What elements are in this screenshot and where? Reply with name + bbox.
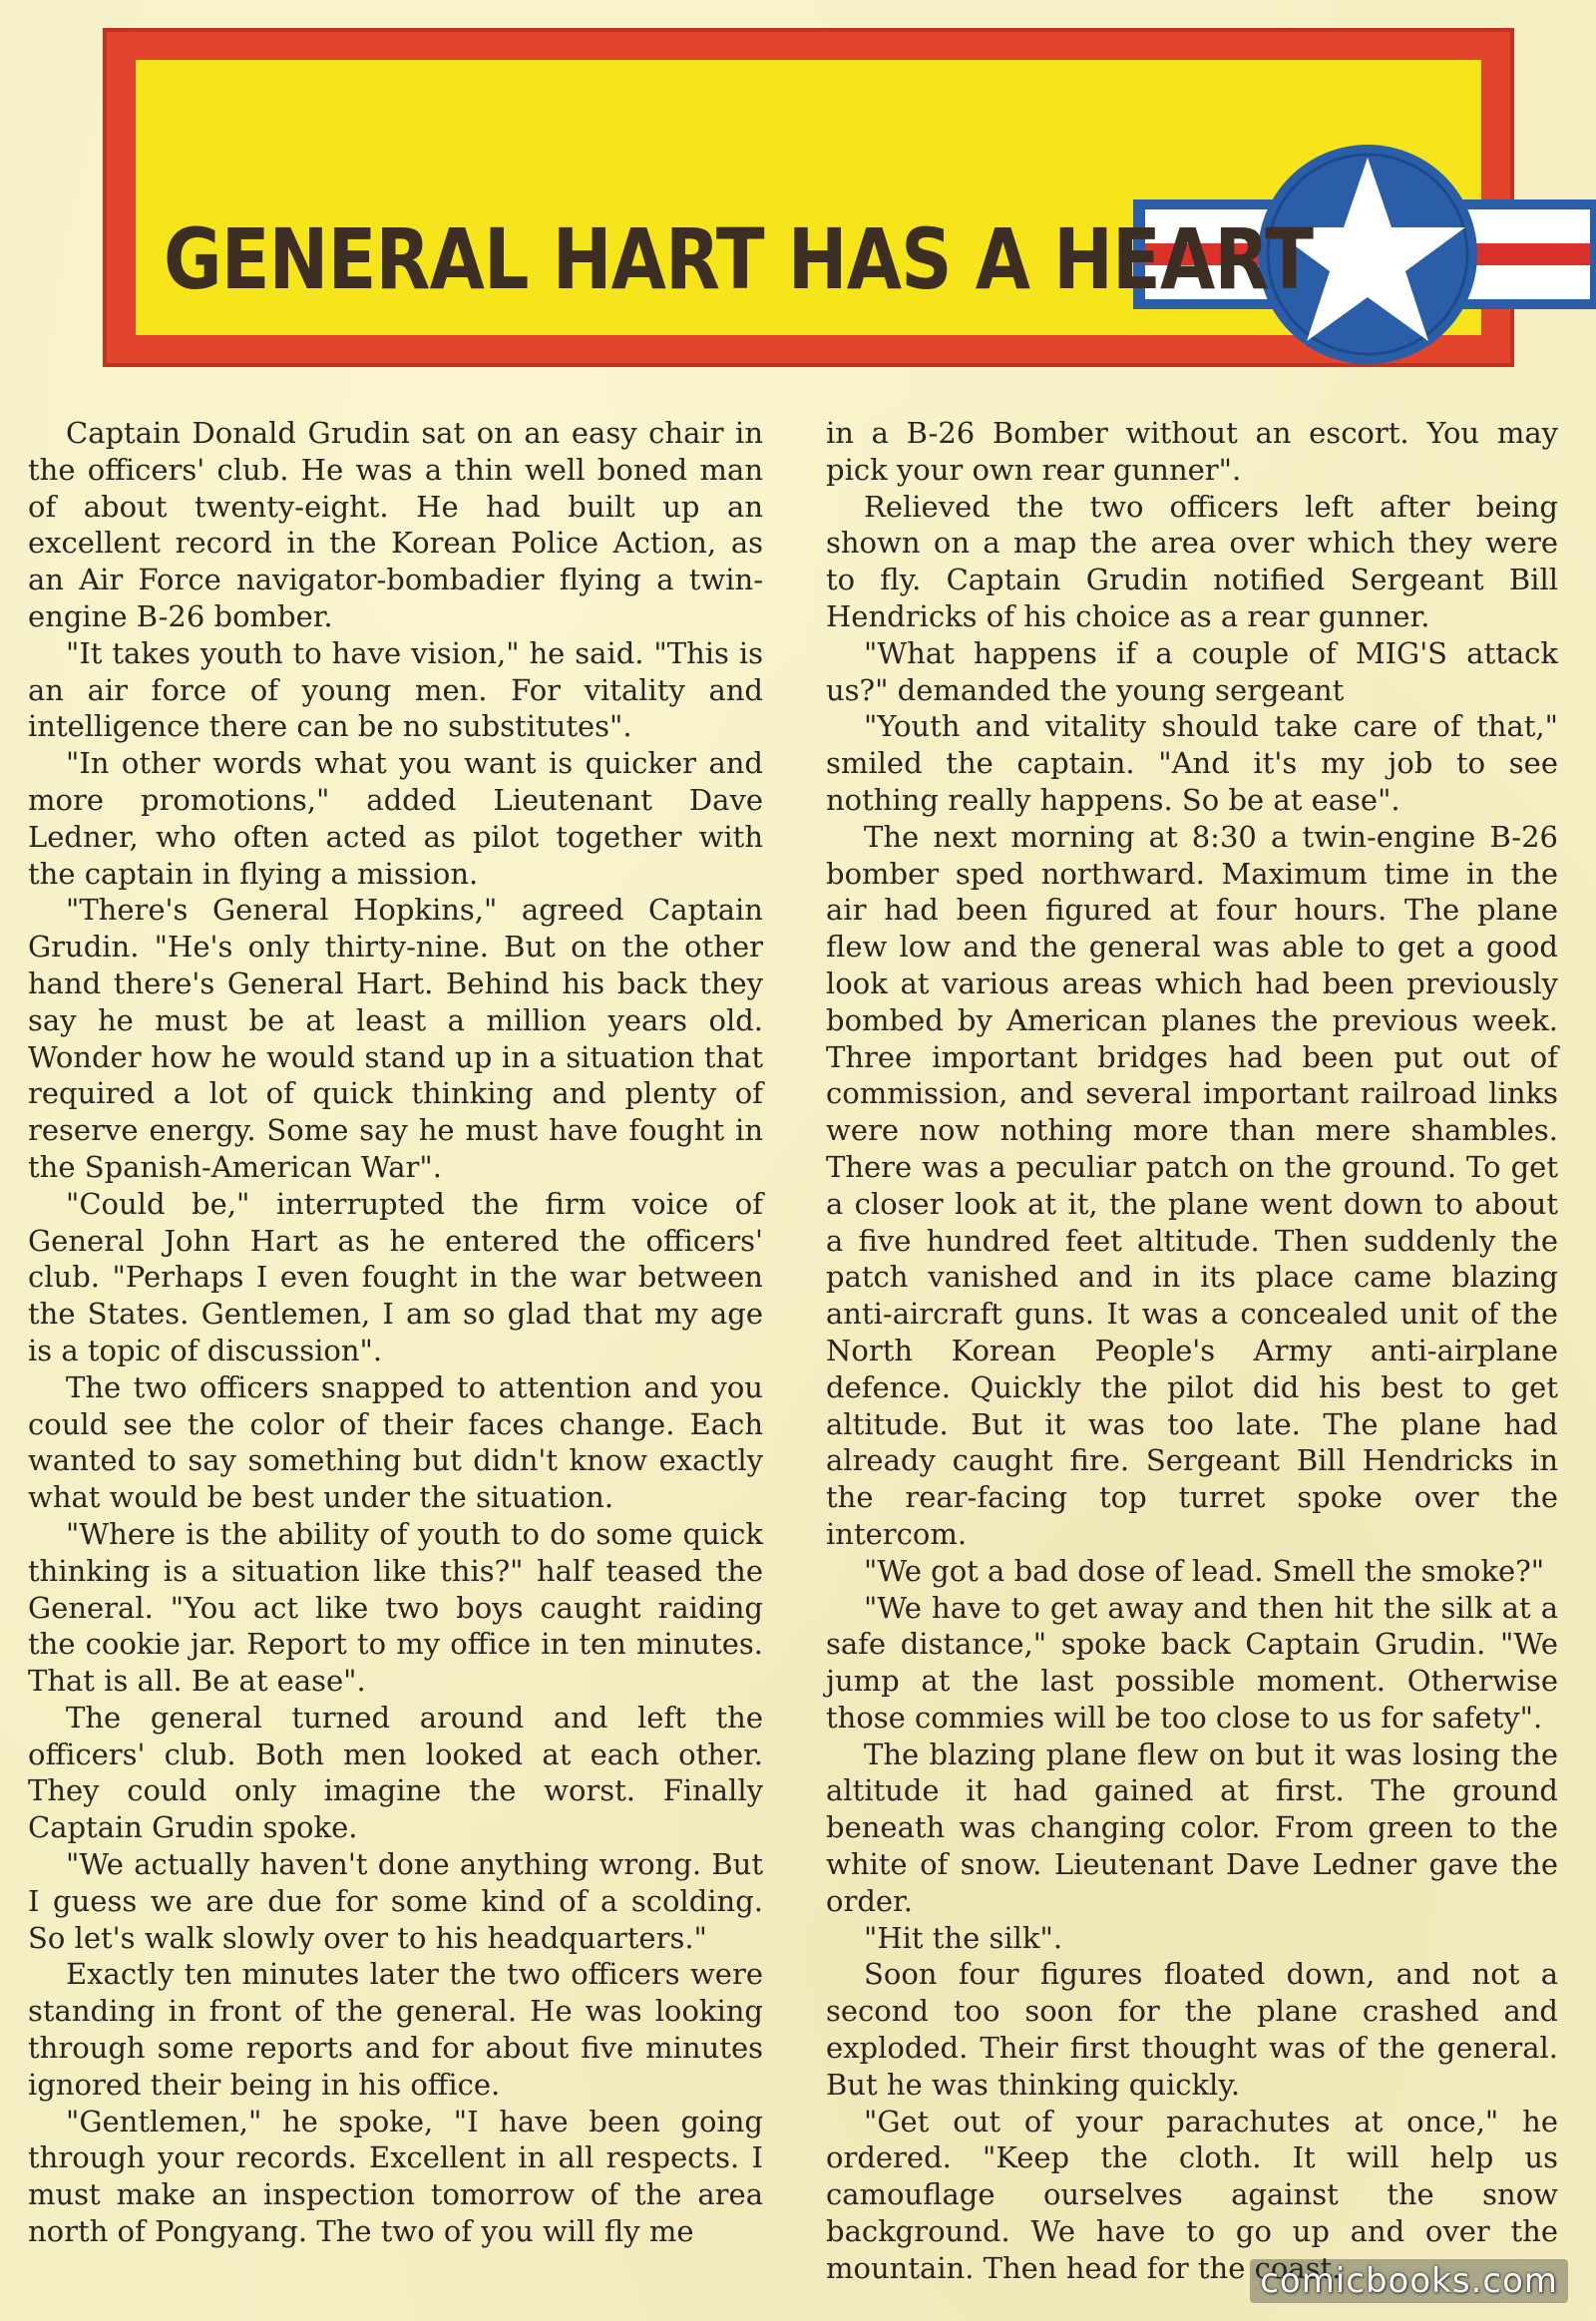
paragraph: The blazing plane flew on but it was losing the altitude it had gained at first. The ground beneath was changing color. From green to the white of snow. Lieutenant Dave Ledner gave the order. xyxy=(826,1737,1558,1918)
paragraph: Relieved the two officers left after being shown on a map the area over which they were to fly. Captain Grudin notified Sergeant Bill Hendricks of his choice as a rear gunner. xyxy=(826,489,1558,633)
paragraph: "What happens if a couple of MIG'S attack us?" demanded the young sergeant xyxy=(826,635,1558,707)
paragraph: "We actually haven't done anything wrong. But I guess we are due for some kind of a scolding. So let's walk slowly over to his headquarters." xyxy=(28,1847,763,1955)
paragraph: Exactly ten minutes later the two officers were standing in front of the general. He was looking through some reports and for about five minutes ignored their being in his office. xyxy=(28,1957,763,2102)
paragraph: "Could be," interrupted the firm voice of General John Hart as he entered the officers' club. "Perhaps I even fought in the war between the States. Gentlemen, I am so glad that my age is a topic of discussion". xyxy=(28,1186,763,1367)
paragraph: "There's General Hopkins," agreed Captain Grudin. "He's only thirty-nine. But on the other hand there's General Hart. Behind his back they say he must be at least a million years old. Wonder how he would stand up in a situation that required a lot of quick thinking and plenty of reserve energy. Some say he must have fought in the Spanish-American War". xyxy=(28,893,763,1184)
paragraph: "Get out of your parachutes at once," he ordered. "Keep the cloth. It will help us camouflage ourselves against the snow background. We have to go up and over the mountain. Then head for the coast. xyxy=(826,2104,1558,2285)
paragraph: The next morning at 8:30 a twin-engine B-26 bomber sped northward. Maximum time in the air had been figured at four hours. The plane flew low and the general was able to get a good look at various areas which had been previously bombed by American planes the previous week. Three important bridges had been put out of commission, and several important railroad links were now nothing more than mere shambles. There was a peculiar patch on the ground. To get a closer look at it, the plane went down to about a five hundred feet altitude. Then suddenly the patch vanished and in its place came blazing anti-aircraft guns. It was a concealed unit of the North Korean People's Army anti-airplane defence. Quickly the pilot did his best to get altitude. But it was too late. The plane had already caught fire. Sergeant Bill Hendricks in the rear-facing top turret spoke over the intercom. xyxy=(826,819,1558,1551)
paragraph: "Youth and vitality should take care of that," smiled the captain. "And it's my job to see nothing really happens. So be at ease". xyxy=(826,709,1558,817)
paragraph: "In other words what you want is quicker and more promotions," added Lieutenant Dave Ledner, who often acted as pilot together with the captain in flying a mission. xyxy=(28,746,763,891)
text-column-right xyxy=(826,415,1558,2287)
paragraph: The general turned around and left the officers' club. Both men looked at each other. They could only imagine the worst. Finally Captain Grudin spoke. xyxy=(28,1700,763,1845)
paragraph: "Hit the silk". xyxy=(864,1920,1063,1955)
paragraph: "It takes youth to have vision," he said. "This is an air force of young men. For vitality and intelligence there can be no substitutes". xyxy=(28,635,763,744)
paragraph: The two officers snapped to attention and you could see the color of their faces change. Each wanted to say something but didn't know exactly what would be best under the situation. xyxy=(28,1369,763,1515)
title-banner xyxy=(103,28,1514,367)
paragraph: "Where is the ability of youth to do some quick thinking is a situation like this?" half teased the General. "You act like two boys caught raiding the cookie jar. Report to my office in ten minutes. That is all. Be at ease". xyxy=(28,1516,763,1699)
watermark: comicbooks.com xyxy=(1250,2259,1568,2303)
page-title: GENERAL HART HAS A HEART xyxy=(164,210,1314,308)
paragraph: "We have to get away and then hit the silk at a safe distance," spoke back Captain Grudin. "We jump at the last possible moment. Otherwise those commies will be too close to us for safety". xyxy=(826,1590,1558,1735)
paragraph: "We got a bad dose of lead. Smell the smoke?" xyxy=(864,1553,1545,1588)
paragraph: Captain Donald Grudin sat on an easy chair in the officers' club. He was a thin well boned man of about twenty-eight. He had built up an excellent record in the Korean Police Action, as an Air Force navigator-bombadier flying a twin-engine B-26 bomber. xyxy=(28,416,763,633)
title-banner-inner xyxy=(136,60,1481,335)
paragraph: Soon four figures floated down, and not a second too soon for the plane crashed and exploded. Their first thought was of the general. But he was thinking quickly. xyxy=(826,1957,1558,2102)
paragraph: "Gentlemen," he spoke, "I have been going through your records. Excellent in all respects. I must make an inspection tomorrow of the area north of Pongyang. The two of you will fly me xyxy=(28,2104,763,2249)
text-column-left xyxy=(28,415,763,2250)
paragraph: in a B-26 Bomber without an escort. You may pick your own rear gunner". xyxy=(826,416,1558,487)
